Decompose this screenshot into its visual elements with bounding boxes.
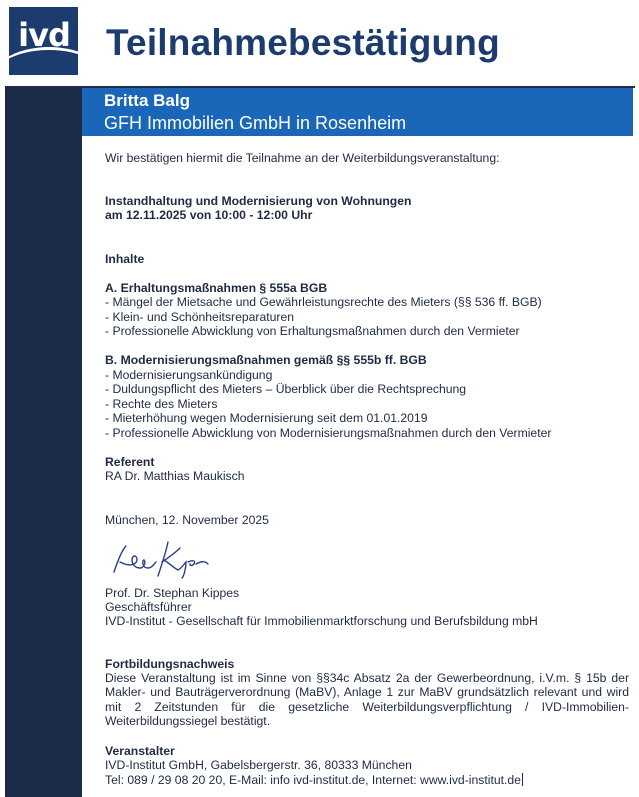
event-title: Instandhaltung und Modernisierung von Wohnungen bbox=[105, 194, 412, 208]
participant-name: Britta Balg bbox=[104, 91, 190, 110]
event-date: am 12.11.2025 von 10:00 - 12:00 Uhr bbox=[105, 208, 313, 222]
participant-banner bbox=[82, 88, 633, 136]
ivd-logo bbox=[9, 7, 78, 75]
participant-company: GFH Immobilien GmbH in Rosenheim bbox=[104, 113, 407, 133]
signatory-role: Geschäftsführer bbox=[105, 600, 192, 614]
left-sidebar-bar bbox=[5, 86, 82, 797]
referent-heading: Referent bbox=[105, 455, 155, 469]
logo-text: ivd bbox=[18, 16, 70, 54]
section-a-item: - Professionelle Abwicklung von Erhaltungsmaßnahmen durch den Vermieter bbox=[105, 324, 520, 338]
organizer-contact: Tel: 089 / 29 08 20 20, E-Mail: info ivd-institut.de, Internet: www.ivd-institut.de bbox=[105, 773, 521, 787]
text-cursor bbox=[522, 773, 523, 786]
section-a-item: - Mängel der Mietsache und Gewährleistungsrechte des Mieters (§§ 536 ff. BGB) bbox=[105, 295, 542, 309]
section-b-item: - Professionelle Abwicklung von Modernisierungsmaßnahmen durch den Vermieter bbox=[105, 426, 552, 440]
signatory-name: Prof. Dr. Stephan Kippes bbox=[105, 586, 240, 600]
signatory-organization: IVD-Institut - Gesellschaft für Immobilienmarktforschung und Berufsbildung mbH bbox=[105, 614, 538, 628]
organizer-address: IVD-Institut GmbH, Gabelsbergerstr. 36, 80333 München bbox=[105, 758, 412, 772]
section-b-item: - Duldungspflicht des Mieters – Überblick über die Rechtsprechung bbox=[105, 382, 467, 396]
certificate-text: Diese Veranstaltung ist im Sinne von §§34c Absatz 2a der Gewerbeordnung, i.V.m. § 15b der Makler- und Bauträgerverordnung (MaBV), Anlage 1 zur MaBV grundsätzlich relevant und wird mit 2 Zeitstunden für die gesetzliche Weiterbildungsverpflichtung / IVD-Immobilien-Weiterbildungssiegel bestätigt. bbox=[105, 671, 629, 729]
place-date: München, 12. November 2025 bbox=[105, 513, 269, 527]
organizer-heading: Veranstalter bbox=[105, 744, 175, 758]
referent-name: RA Dr. Matthias Maukisch bbox=[105, 469, 245, 483]
organizer-contact-line bbox=[105, 773, 523, 788]
section-b-item: - Rechte des Mieters bbox=[105, 397, 218, 411]
section-b-item: - Mieterhöhung wegen Modernisierung seit dem 01.01.2019 bbox=[105, 411, 428, 425]
section-a-item: - Klein- und Schönheitsreparaturen bbox=[105, 310, 295, 324]
certificate-heading: Fortbildungsnachweis bbox=[105, 657, 235, 671]
contents-heading: Inhalte bbox=[105, 252, 145, 266]
intro-text: Wir bestätigen hiermit die Teilnahme an der Weiterbildungsveranstaltung: bbox=[105, 151, 500, 165]
signature-image bbox=[108, 538, 218, 580]
section-b-item: - Modernisierungsankündigung bbox=[105, 368, 273, 382]
section-a-heading: A. Erhaltungsmaßnahmen § 555a BGB bbox=[105, 281, 328, 295]
section-b-heading: B. Modernisierungsmaßnahmen gemäß §§ 555b ff. BGB bbox=[105, 353, 427, 367]
page-title: Teilnahmebestätigung bbox=[106, 22, 500, 63]
